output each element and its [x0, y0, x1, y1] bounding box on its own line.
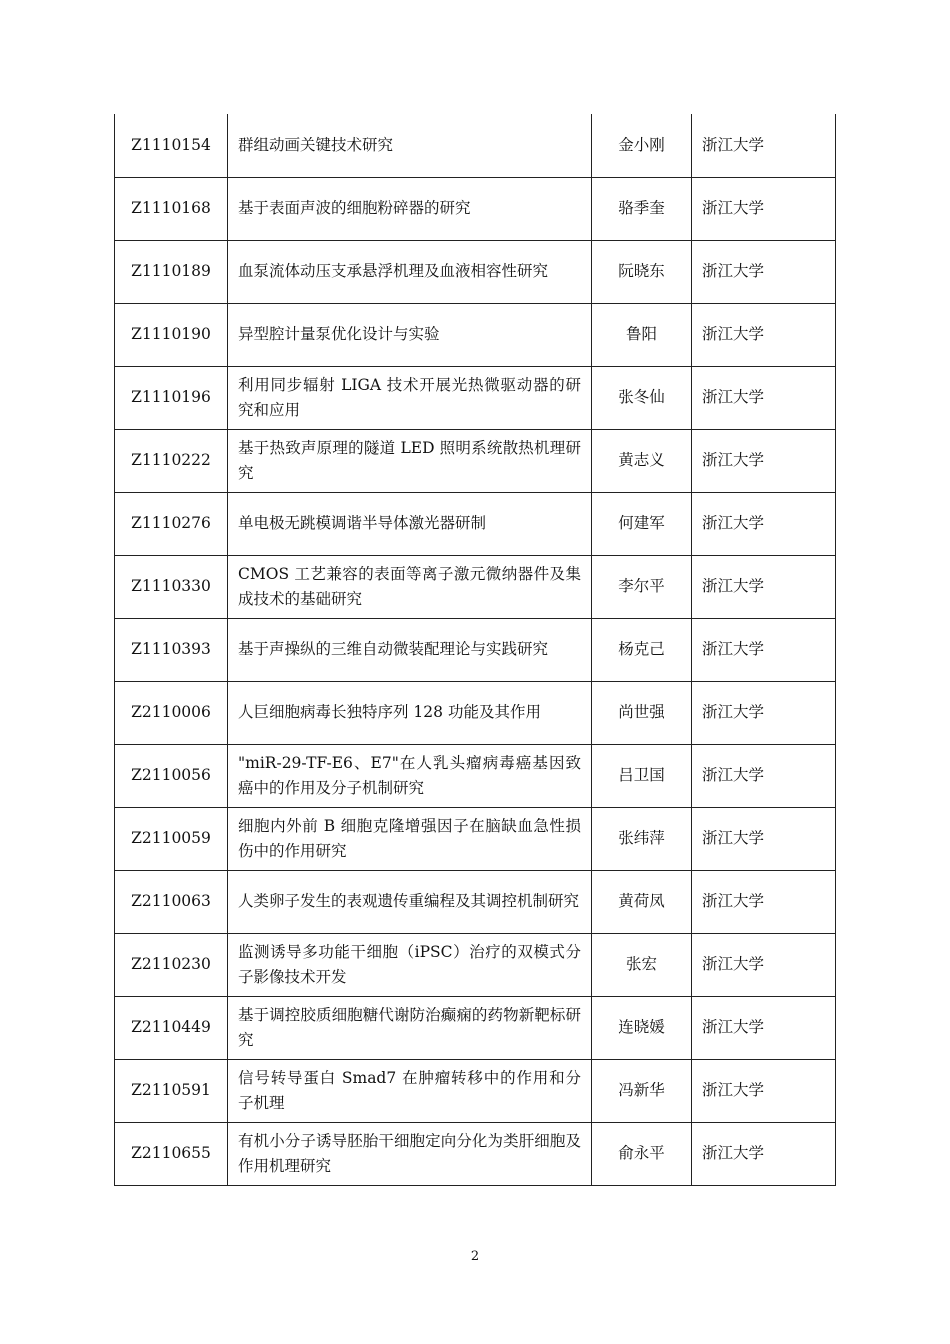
project-title: 基于调控胶质细胞糖代谢防治癫痫的药物新靶标研究	[228, 996, 592, 1059]
project-code: Z2110063	[115, 870, 228, 933]
project-organization: 浙江大学	[692, 555, 836, 618]
project-code: Z2110655	[115, 1122, 228, 1185]
project-code: Z1110222	[115, 429, 228, 492]
project-leader: 连晓媛	[592, 996, 692, 1059]
table-row	[115, 681, 836, 744]
project-title: 信号转导蛋白 Smad7 在肿瘤转移中的作用和分子机理	[228, 1059, 592, 1122]
project-code: Z1110154	[115, 114, 228, 177]
project-title: CMOS 工艺兼容的表面等离子激元微纳器件及集成技术的基础研究	[228, 555, 592, 618]
project-title: 有机小分子诱导胚胎干细胞定向分化为类肝细胞及作用机理研究	[228, 1122, 592, 1185]
project-leader: 鲁阳	[592, 303, 692, 366]
project-leader: 何建军	[592, 492, 692, 555]
table-row	[115, 303, 836, 366]
project-title: "miR-29-TF-E6、E7"在人乳头瘤病毒癌基因致癌中的作用及分子机制研究	[228, 744, 592, 807]
table-row	[115, 240, 836, 303]
project-title: 监测诱导多功能干细胞（iPSC）治疗的双模式分子影像技术开发	[228, 933, 592, 996]
table-row	[115, 177, 836, 240]
table-row	[115, 429, 836, 492]
project-organization: 浙江大学	[692, 870, 836, 933]
project-leader: 吕卫国	[592, 744, 692, 807]
table-row	[115, 555, 836, 618]
project-leader: 骆季奎	[592, 177, 692, 240]
project-organization: 浙江大学	[692, 744, 836, 807]
project-leader: 尚世强	[592, 681, 692, 744]
project-code: Z1110196	[115, 366, 228, 429]
project-title: 人巨细胞病毒长独特序列 128 功能及其作用	[228, 681, 592, 744]
project-title: 群组动画关键技术研究	[228, 114, 592, 177]
project-code: Z2110449	[115, 996, 228, 1059]
project-leader: 李尔平	[592, 555, 692, 618]
project-leader: 金小刚	[592, 114, 692, 177]
table-row	[115, 870, 836, 933]
project-organization: 浙江大学	[692, 303, 836, 366]
project-code: Z1110190	[115, 303, 228, 366]
project-title: 细胞内外前 B 细胞克隆增强因子在脑缺血急性损伤中的作用研究	[228, 807, 592, 870]
project-organization: 浙江大学	[692, 996, 836, 1059]
project-table	[114, 114, 836, 1186]
project-leader: 黄志义	[592, 429, 692, 492]
project-leader: 阮晓东	[592, 240, 692, 303]
project-organization: 浙江大学	[692, 114, 836, 177]
project-title: 异型腔计量泵优化设计与实验	[228, 303, 592, 366]
project-leader: 张纬萍	[592, 807, 692, 870]
page-number: 2	[470, 1249, 480, 1264]
project-code: Z2110006	[115, 681, 228, 744]
project-organization: 浙江大学	[692, 366, 836, 429]
project-leader: 俞永平	[592, 1122, 692, 1185]
project-leader: 张冬仙	[592, 366, 692, 429]
project-organization: 浙江大学	[692, 618, 836, 681]
table-row	[115, 807, 836, 870]
project-leader: 黄荷凤	[592, 870, 692, 933]
project-title: 基于表面声波的细胞粉碎器的研究	[228, 177, 592, 240]
project-leader: 张宏	[592, 933, 692, 996]
project-title: 基于声操纵的三维自动微装配理论与实践研究	[228, 618, 592, 681]
project-organization: 浙江大学	[692, 681, 836, 744]
project-organization: 浙江大学	[692, 240, 836, 303]
table-row	[115, 114, 836, 177]
project-code: Z2110056	[115, 744, 228, 807]
project-title: 人类卵子发生的表观遗传重编程及其调控机制研究	[228, 870, 592, 933]
table-row	[115, 1059, 836, 1122]
table-row	[115, 366, 836, 429]
project-code: Z2110059	[115, 807, 228, 870]
project-code: Z2110591	[115, 1059, 228, 1122]
table-row	[115, 996, 836, 1059]
project-title: 血泵流体动压支承悬浮机理及血液相容性研究	[228, 240, 592, 303]
project-leader: 杨克己	[592, 618, 692, 681]
project-organization: 浙江大学	[692, 492, 836, 555]
project-code: Z1110330	[115, 555, 228, 618]
project-code: Z1110276	[115, 492, 228, 555]
project-title: 利用同步辐射 LIGA 技术开展光热微驱动器的研究和应用	[228, 366, 592, 429]
project-organization: 浙江大学	[692, 807, 836, 870]
project-code: Z1110393	[115, 618, 228, 681]
project-organization: 浙江大学	[692, 1122, 836, 1185]
project-leader: 冯新华	[592, 1059, 692, 1122]
project-organization: 浙江大学	[692, 429, 836, 492]
project-code: Z2110230	[115, 933, 228, 996]
project-organization: 浙江大学	[692, 1059, 836, 1122]
table-row	[115, 492, 836, 555]
project-organization: 浙江大学	[692, 177, 836, 240]
table-row	[115, 1122, 836, 1185]
table-row	[115, 744, 836, 807]
project-code: Z1110189	[115, 240, 228, 303]
project-organization: 浙江大学	[692, 933, 836, 996]
project-title: 基于热致声原理的隧道 LED 照明系统散热机理研究	[228, 429, 592, 492]
table-row	[115, 933, 836, 996]
table-row	[115, 618, 836, 681]
project-title: 单电极无跳模调谐半导体激光器研制	[228, 492, 592, 555]
project-code: Z1110168	[115, 177, 228, 240]
